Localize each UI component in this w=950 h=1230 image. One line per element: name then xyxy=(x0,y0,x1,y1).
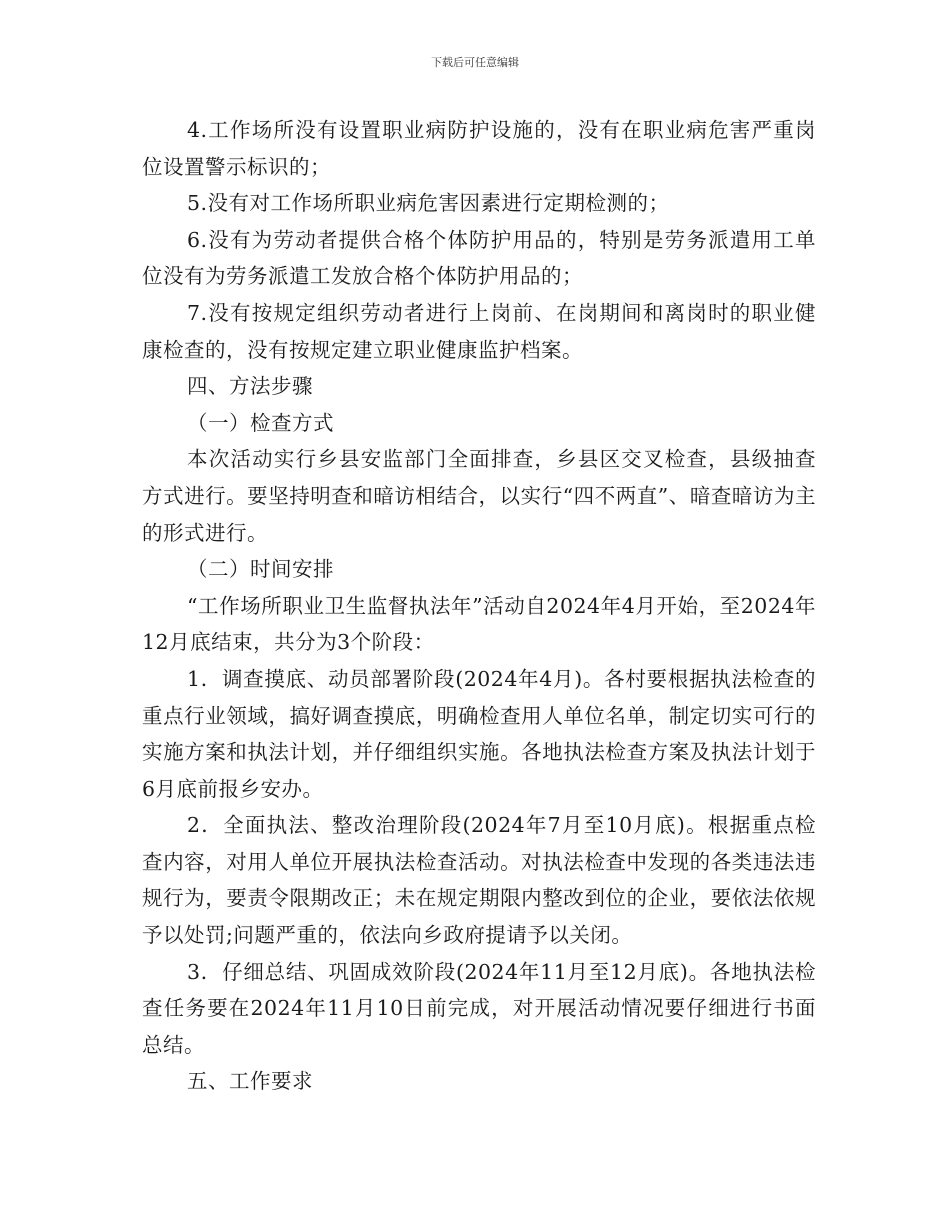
subheading-schedule: （二）时间安排 xyxy=(187,557,334,582)
subheading-inspection-method: （一）检查方式 xyxy=(187,410,334,435)
paragraph-schedule-intro: “工作场所职业卫生监督执法年”活动自2024年4月开始，至2024年12月底结束，共分为3个阶段： xyxy=(142,593,816,655)
paragraph-stage-3: 3．仔细总结、巩固成效阶段(2024年11月至12月底)。各地执法检查任务要在2024年11月10日前完成，对开展活动情况要仔细进行书面总结。 xyxy=(142,959,816,1057)
document-body xyxy=(142,112,816,1100)
paragraph-stage-1: 1．调查摸底、动员部署阶段(2024年4月)。各村要根据执法检查的重点行业领域，搞好调查摸底，明确检查用人单位名单，制定切实可行的实施方案和执法计划，并仔细组织实施。各地执法检查方案及执法计划于6月底前报乡安办。 xyxy=(142,666,816,801)
paragraph-item-4: 4.工作场所没有设置职业病防护设施的，没有在职业病危害严重岗位设置警示标识的； xyxy=(142,118,816,179)
paragraph-item-6: 6.没有为劳动者提供合格个体防护用品的，特别是劳务派遣用工单位没有为劳务派遣工发放合格个体防护用品的； xyxy=(142,227,816,289)
paragraph-inspection-method: 本次活动实行乡县安监部门全面排查，乡县区交叉检查，县级抽查方式进行。要坚持明查和暗访相结合，以实行“四不两直”、暗查暗访为主的形式进行。 xyxy=(142,447,816,545)
paragraph-stage-2: 2．全面执法、整改治理阶段(2024年7月至10月底)。根据重点检查内容，对用人单位开展执法检查活动。对执法检查中发现的各类违法违规行为，要责令限期改正；未在规定期限内整改到位的企业，要依法依规予以处罚;问题严重的，依法向乡政府提请予以关闭。 xyxy=(142,813,816,948)
section-heading-methods: 四、方法步骤 xyxy=(187,374,313,399)
section-heading-requirements: 五、工作要求 xyxy=(187,1069,313,1094)
paragraph-item-5: 5.没有对工作场所职业病危害因素进行定期检测的； xyxy=(187,191,670,216)
paragraph-item-7: 7.没有按规定组织劳动者进行上岗前、在岗期间和离岗时的职业健康检查的，没有按规定建立职业健康监护档案。 xyxy=(142,300,816,362)
page-header: 下载后可任意编辑 xyxy=(431,56,519,69)
